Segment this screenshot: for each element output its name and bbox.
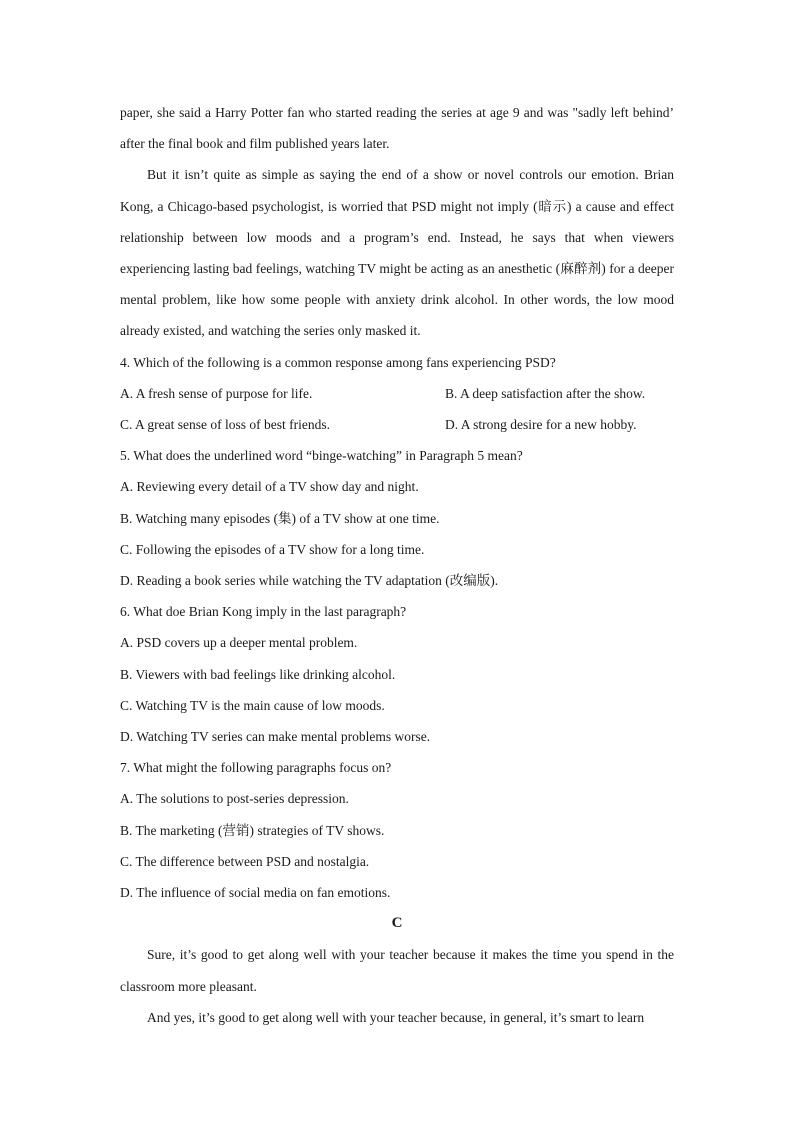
question-7-option-a: A. The solutions to post-series depression. [120,791,349,807]
question-7-stem: 7. What might the following paragraphs focus on? [120,760,392,776]
question-7-option-d: D. The influence of social media on fan emotions. [120,885,391,901]
question-5-stem: 5. What does the underlined word “binge-watching” in Paragraph 5 mean? [120,448,523,464]
passage-c-title: C [391,915,403,932]
question-5-option-a: A. Reviewing every detail of a TV show day and night. [120,479,419,495]
question-6-option-c: C. Watching TV is the main cause of low moods. [120,697,385,713]
question-6-option-a: A. PSD covers up a deeper mental problem. [120,635,358,651]
passage-b-paragraph-tail: paper, she said a Harry Potter fan who started reading the series at age 9 and was "sadly left behind’ after the final book and film published years later. [120,105,674,152]
question-4-options-row-2 [120,409,674,440]
question-6-option-d: D. Watching TV series can make mental problems worse. [120,729,431,745]
question-5-option-d: D. Reading a book series while watching the TV adaptation (改编版). [120,573,499,589]
question-4-stem: 4. Which of the following is a common response among fans experiencing PSD? [120,354,556,370]
question-4-option-d: D. A strong desire for a new hobby. [445,417,637,433]
passage-c-paragraph-1: Sure, it’s good to get along well with your teacher because it makes the time you spend in the classroom more pleasant. [120,947,674,994]
question-6-option-b: B. Viewers with bad feelings like drinking alcohol. [120,666,396,682]
question-4-options-row-1 [120,378,674,409]
question-7-option-c: C. The difference between PSD and nostalgia. [120,853,370,869]
page-text [120,97,674,1033]
question-5-option-c: C. Following the episodes of a TV show for a long time. [120,541,425,557]
question-7-option-b: B. The marketing (营销) strategies of TV shows. [120,822,385,838]
question-4-option-c: C. A great sense of loss of best friends. [120,417,330,433]
question-4-option-a: A. A fresh sense of purpose for life. [120,385,313,401]
question-5-option-b: B. Watching many episodes (集) of a TV show at one time. [120,510,440,526]
question-6-stem: 6. What doe Brian Kong imply in the last paragraph? [120,604,407,620]
passage-b-paragraph-last: But it isn’t quite as simple as saying the end of a show or novel controls our emotion. Brian Kong, a Chicago-based psychologist, is worried that PSD might not imply (暗示) a cause and effect relationship between low moods and a program’s end. Instead, he says that when viewers experiencing lasting bad feelings, watching TV might be acting as an anesthetic (麻醉剂) for a deeper mental problem, like how some people with anxiety drink alcohol. In other words, the low mood already existed, and watching the series only masked it. [120,167,674,339]
question-4-option-b: B. A deep satisfaction after the show. [445,385,646,401]
passage-c-paragraph-2: And yes, it’s good to get along well with your teacher because, in general, it’s smart to learn [147,1009,645,1025]
